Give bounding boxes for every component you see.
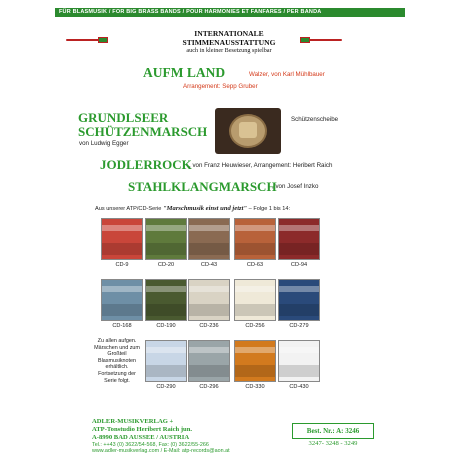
cd-label: CD-236 bbox=[199, 323, 219, 329]
cd-label: CD-296 bbox=[199, 384, 219, 390]
order-number-sub: 3247- 3248 - 3249 bbox=[308, 440, 358, 447]
title-stahlklangmarsch: STAHLKLANGMARSCH bbox=[128, 179, 277, 194]
title-aufm-land: AUFM LAND bbox=[143, 65, 226, 80]
cd-cover bbox=[145, 218, 187, 260]
cd-cover bbox=[145, 340, 187, 382]
cd-cover bbox=[234, 340, 276, 382]
cd-cover bbox=[234, 218, 276, 260]
cd-label: CD-290 bbox=[156, 384, 176, 390]
series-line: Aus unserer ATP/CD-Serie "Marschmusik einst und jetzt" – Folge 1 bis 14: bbox=[95, 205, 291, 212]
cd-label: CD-256 bbox=[245, 323, 265, 329]
cd-cover bbox=[101, 218, 143, 260]
cd-cover bbox=[188, 279, 230, 321]
cd-label: CD-43 bbox=[200, 262, 218, 268]
publisher-line1: ADLER-MUSIKVERLAG + bbox=[92, 418, 174, 425]
eagle-emblem-right bbox=[300, 37, 342, 43]
stahlklang-composer: , von Josef Inzko bbox=[272, 183, 319, 190]
target-disc-caption: Schützenscheibe bbox=[291, 116, 339, 123]
cd-label: CD-430 bbox=[289, 384, 309, 390]
header-line1: INTERNATIONALE bbox=[194, 29, 264, 38]
target-disc-image bbox=[215, 108, 281, 154]
aufm-land-arrangement: Arrangement: Sepp Gruber bbox=[183, 83, 258, 90]
cd-label: CD-330 bbox=[245, 384, 265, 390]
series-note: Zu allen aufgen. Märschen und zum Großteil Blasmusiknoten erhältlich. Fortsetzung der Serie folgt. bbox=[94, 338, 140, 384]
cd-cover bbox=[234, 279, 276, 321]
cd-label: CD-20 bbox=[157, 262, 175, 268]
cd-cover bbox=[188, 218, 230, 260]
publisher-phone: Tel.: ++43 (0) 3622/54-568, Fax: (0) 3622/55-266 bbox=[92, 442, 209, 448]
eagle-emblem-left bbox=[66, 37, 108, 43]
cd-cover bbox=[278, 340, 320, 382]
header bbox=[170, 30, 288, 56]
cd-label: CD-190 bbox=[156, 323, 176, 329]
grundlseer-composer: von Ludwig Egger bbox=[79, 140, 129, 147]
cd-cover bbox=[145, 279, 187, 321]
cd-label: CD-94 bbox=[290, 262, 308, 268]
title-jodlerrock: JODLERROCK bbox=[100, 157, 192, 172]
cd-label: CD-9 bbox=[115, 262, 129, 268]
cd-cover bbox=[101, 279, 143, 321]
jodlerrock-composer: , von Franz Heuwieser, Arrangement: Heribert Raich bbox=[189, 162, 333, 169]
grundlseer-line2: SCHÜTZENMARSCH bbox=[78, 124, 208, 139]
header-line3: auch in kleiner Besetzung spielbar bbox=[186, 47, 272, 54]
header-line2: STIMMENAUSSTATTUNG bbox=[182, 37, 276, 47]
cd-label: CD-168 bbox=[112, 323, 132, 329]
title-grundlseer bbox=[78, 111, 207, 139]
cd-cover bbox=[278, 218, 320, 260]
publisher-web: www.adler-musikverlag.com / E-Mail: atp-records@aon.at bbox=[92, 448, 230, 455]
order-number: Best. Nr.: A: 3246 bbox=[292, 423, 374, 439]
aufm-land-composer: Walzer, von Karl Mühlbauer bbox=[249, 71, 325, 78]
grundlseer-line1: GRUNDLSEER bbox=[78, 110, 169, 125]
publisher-line2: ATP-Tonstudio Heribert Raich jun. bbox=[92, 426, 193, 433]
cd-label: CD-279 bbox=[289, 323, 309, 329]
topbar: FÜR BLASMUSIK / FOR BIG BRASS BANDS / POUR HARMONIES ET FANFARES / PER BANDA bbox=[55, 8, 405, 17]
publisher-block bbox=[92, 418, 230, 455]
publisher-line3: A-8990 BAD AUSSEE / AUSTRIA bbox=[92, 434, 190, 441]
cd-label: CD-63 bbox=[246, 262, 264, 268]
cd-cover bbox=[278, 279, 320, 321]
cd-cover bbox=[188, 340, 230, 382]
